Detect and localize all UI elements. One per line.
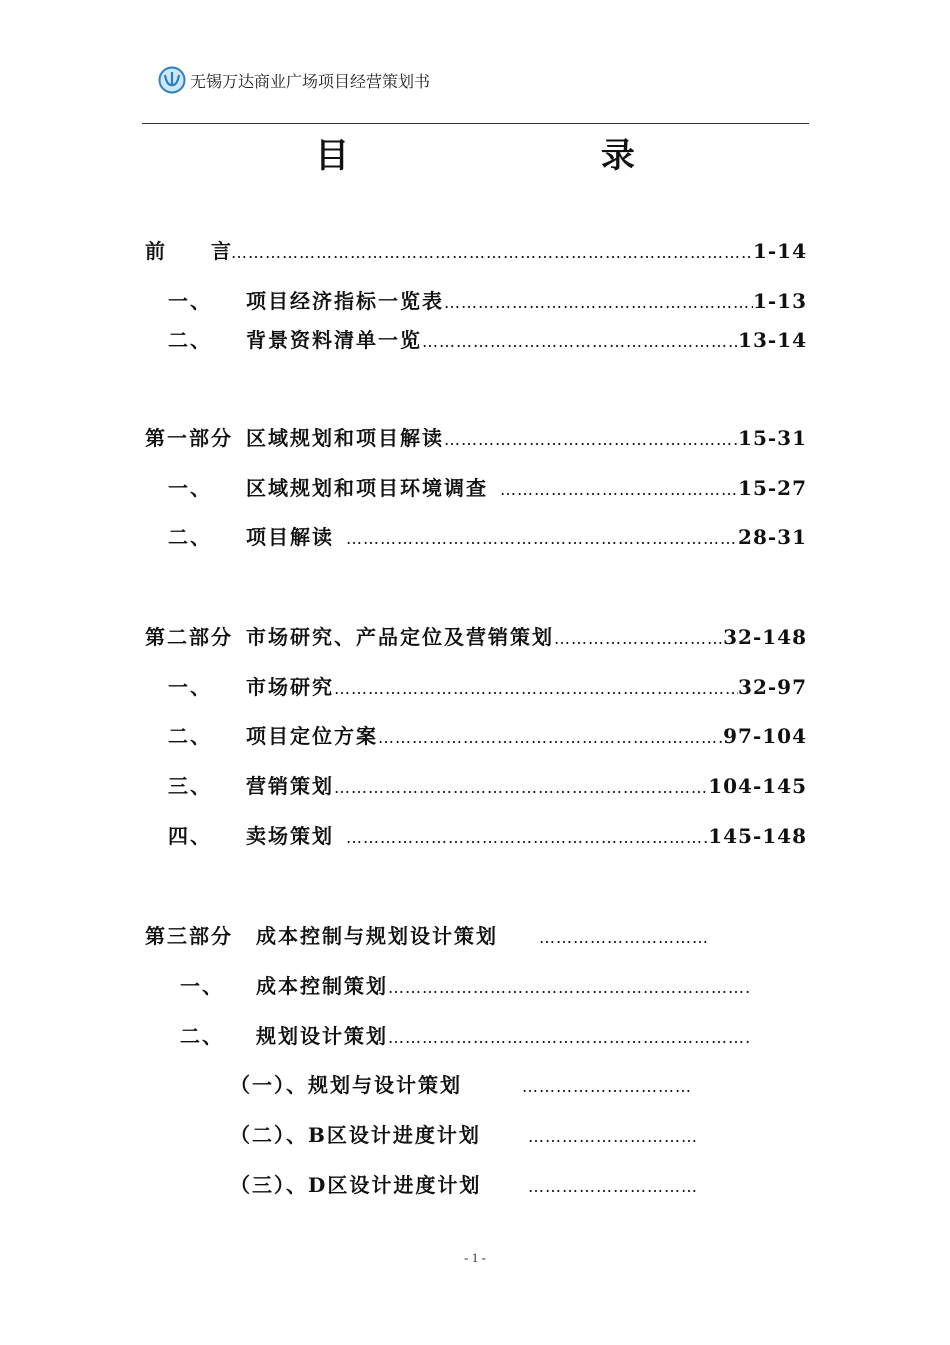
toc-entry-num: 二、 [168,525,212,549]
page-number: - 1 - [464,1250,486,1265]
toc-entry[interactable] [230,1169,700,1199]
toc-leader-dots [388,1028,750,1047]
header-rule [142,123,809,124]
toc-entry-label: 区域规划和项目环境调查 [246,476,488,500]
toc-leader-dots [346,529,738,548]
toc-entry-label: 市场研究 [246,675,334,699]
toc-entry-label: 卖场策划 [246,824,334,848]
toc-entry-num: 三、 [168,774,212,798]
toc-entry-preface[interactable] [145,235,807,265]
toc-entry-num: 前 言 [145,239,233,263]
toc-leader-dots [334,679,738,698]
toc-entry-num: 四、 [168,824,212,848]
toc-entry-page: 145-148 [708,824,807,848]
toc-entry[interactable] [168,770,807,800]
toc-entry-page: 15-27 [738,476,807,500]
toc-entry-num: 一、 [168,675,212,699]
toc-entry-page: 13-14 [738,328,807,352]
toc-entry-page: 1-14 [752,239,807,263]
toc-entry[interactable] [180,1020,750,1050]
toc-leader-dots: ………………………… [528,1177,698,1196]
toc-entry-label: 背景资料清单一览 [246,328,422,352]
toc-entry-label: 成本控制策划 [256,974,388,998]
toc-entry-num: （一）、 [230,1073,308,1097]
toc-entry-label: B区设计进度计划 [308,1123,481,1147]
toc-entry-page: 104-145 [708,774,807,798]
toc-leader-dots [231,243,753,262]
toc-entry-part-1[interactable] [145,422,807,452]
toc-entry-label: 成本控制与规划设计策划 [256,924,498,948]
toc-entry[interactable] [168,671,807,701]
toc-entry-label: 项目定位方案 [246,724,378,748]
wanda-logo-icon [158,66,186,94]
toc-leader-dots [334,778,708,797]
toc-leader-dots [444,430,738,449]
toc-entry-label: 规划与设计策划 [308,1073,462,1097]
toc-entry-label: 项目经济指标一览表 [246,289,444,313]
toc-entry-num: 二、 [180,1024,224,1048]
header-title: 无锡万达商业广场项目经营策划书 [190,71,431,91]
toc-entry[interactable] [168,720,807,750]
toc-leader-dots: ………………………… [522,1077,692,1096]
toc-entry-page: 32-97 [738,675,807,699]
toc-entry-num: （三）、 [230,1173,308,1197]
document-header [158,66,430,94]
toc-entry-num: 第二部分 [145,625,233,649]
toc-leader-dots [378,728,723,747]
toc-entry-part-2[interactable] [145,621,807,651]
toc-leader-dots [422,332,738,351]
toc-entry-page: 32-148 [723,625,807,649]
toc-entry[interactable] [180,970,750,1000]
toc-entry-label: 市场研究、产品定位及营销策划 [246,625,554,649]
toc-entry-label: 规划设计策划 [256,1024,388,1048]
toc-entry-num: 二、 [168,328,212,352]
toc-entry[interactable] [168,472,807,502]
toc-leader-dots [444,293,753,312]
toc-entry-label: D区设计进度计划 [308,1173,482,1197]
toc-entry-num: 二、 [168,724,212,748]
toc-entry-page: 15-31 [738,426,807,450]
toc-entry-label: 区域规划和项目解读 [246,426,444,450]
toc-title: 目 录 [315,136,755,176]
toc-entry-num: （二）、 [230,1123,308,1147]
toc-leader-dots [388,978,750,997]
toc-entry-label: 项目解读 [246,525,334,549]
toc-leader-dots: ………………………… [539,928,709,947]
toc-leader-dots [346,828,708,847]
toc-entry-page: 1-13 [752,289,807,313]
toc-leader-dots [554,629,723,648]
toc-leader-dots [500,480,738,499]
toc-entry-num: 一、 [168,476,212,500]
toc-entry-page: 97-104 [723,724,807,748]
toc-entry-num: 一、 [168,289,212,313]
toc-entry-num: 一、 [180,974,224,998]
toc-entry-label: 营销策划 [246,774,334,798]
toc-entry[interactable] [168,285,807,315]
toc-entry[interactable] [230,1119,700,1149]
toc-entry[interactable] [168,521,807,551]
toc-entry[interactable] [230,1069,700,1099]
toc-entry[interactable] [168,324,807,354]
toc-entry-page: 28-31 [738,525,807,549]
toc-entry[interactable] [168,820,807,850]
toc-leader-dots: ………………………… [528,1127,698,1146]
toc-entry-num: 第三部分 [145,924,233,948]
toc-entry-part-3[interactable] [145,920,745,950]
toc-entry-num: 第一部分 [145,426,233,450]
